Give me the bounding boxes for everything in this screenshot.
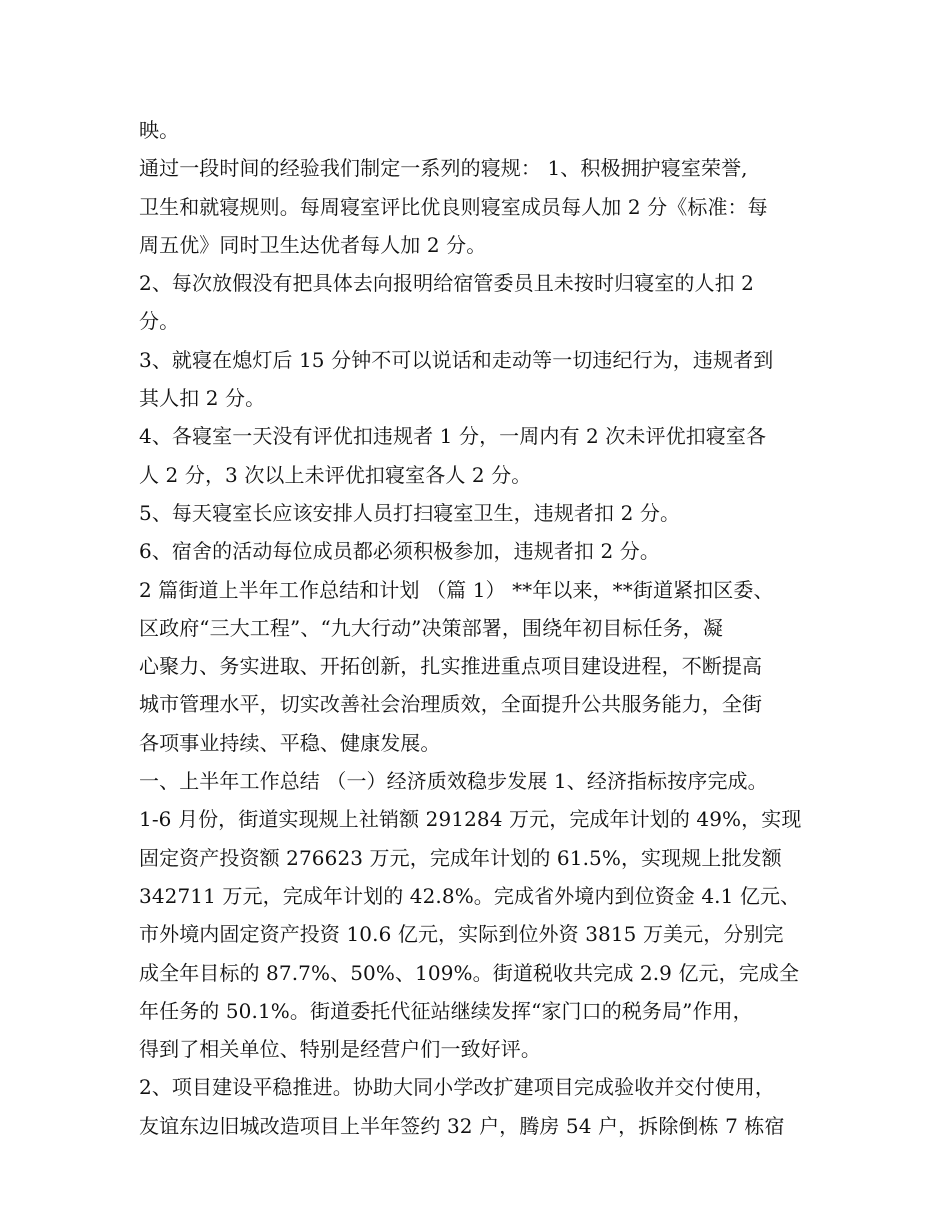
text-line: 2、每次放假没有把具体去向报明给宿管委员且未按时归寝室的人扣 2 [139, 271, 755, 296]
text-line: 6、宿舍的活动每位成员都必须积极参加，违规者扣 2 分。 [139, 539, 660, 564]
text-line: 年任务的 50.1%。街道委托代征站继续发挥“家门口的税务局”作用， [139, 998, 753, 1023]
text-line: 4、各寝室一天没有评优扣违规者 1 分，一周内有 2 次未评优扣寝室各 [139, 424, 767, 449]
text-line: 通过一段时间的经验我们制定一系列的寝规： 1、积极拥护寝室荣誉, [139, 156, 748, 181]
text-line: 5、每天寝室长应该安排人员打扫寝室卫生，违规者扣 2 分。 [139, 500, 681, 525]
text-line: 1-6 月份，街道实现规上社销额 291284 万元，完成年计划的 49%，实现 [139, 807, 802, 832]
text-line: 得到了相关单位、特别是经营户们一致好评。 [139, 1037, 541, 1062]
text-line: 区政府“三大工程”、“九大行动”决策部署，围绕年初目标任务，凝 [139, 615, 723, 640]
text-line: 3、就寝在熄灯后 15 分钟不可以说话和走动等一切违纪行为，违规者到 [139, 347, 774, 372]
text-line: 人 2 分，3 次以上未评优扣寝室各人 2 分。 [139, 462, 532, 487]
document-body [139, 111, 829, 1145]
text-line: 2、项目建设平稳推进。协助大同小学改扩建项目完成验收并交付使用， [139, 1075, 775, 1100]
text-line: 其人扣 2 分。 [139, 386, 266, 411]
text-line: 2 篇街道上半年工作总结和计划 （篇 1） **年以来，**街道紧扣区委、 [139, 577, 774, 602]
text-line: 卫生和就寝规则。每周寝室评比优良则寝室成员每人加 2 分《标准：每 [139, 194, 768, 219]
text-line: 固定资产投资额 276623 万元，完成年计划的 61.5%，实现规上批发额 [139, 845, 782, 870]
text-line: 友谊东边旧城改造项目上半年签约 32 户，腾房 54 户，拆除倒栋 7 栋宿 [139, 1113, 785, 1138]
text-line: 映。 [139, 118, 180, 142]
text-line: 市外境内固定资产投资 10.6 亿元，实际到位外资 3815 万美元，分别完 [139, 922, 784, 947]
text-line: 各项事业持续、平稳、健康发展。 [139, 730, 441, 755]
text-line: 一、上半年工作总结 （一）经济质效稳步发展 1、经济指标按序完成。 [139, 769, 768, 794]
text-line: 城市管理水平，切实改善社会治理质效，全面提升公共服务能力，全街 [139, 692, 763, 717]
text-line: 成全年目标的 87.7%、50%、109%。街道税收共完成 2.9 亿元，完成全 [139, 960, 800, 985]
text-line: 分。 [139, 309, 180, 334]
text-line: 心聚力、务实进取、开拓创新，扎实推进重点项目建设进程，不断提高 [139, 654, 763, 679]
text-line: 周五优》同时卫生达优者每人加 2 分。 [139, 232, 487, 257]
text-line: 342711 万元，完成年计划的 42.8%。完成省外境内到位资金 4.1 亿元、 [139, 883, 801, 908]
